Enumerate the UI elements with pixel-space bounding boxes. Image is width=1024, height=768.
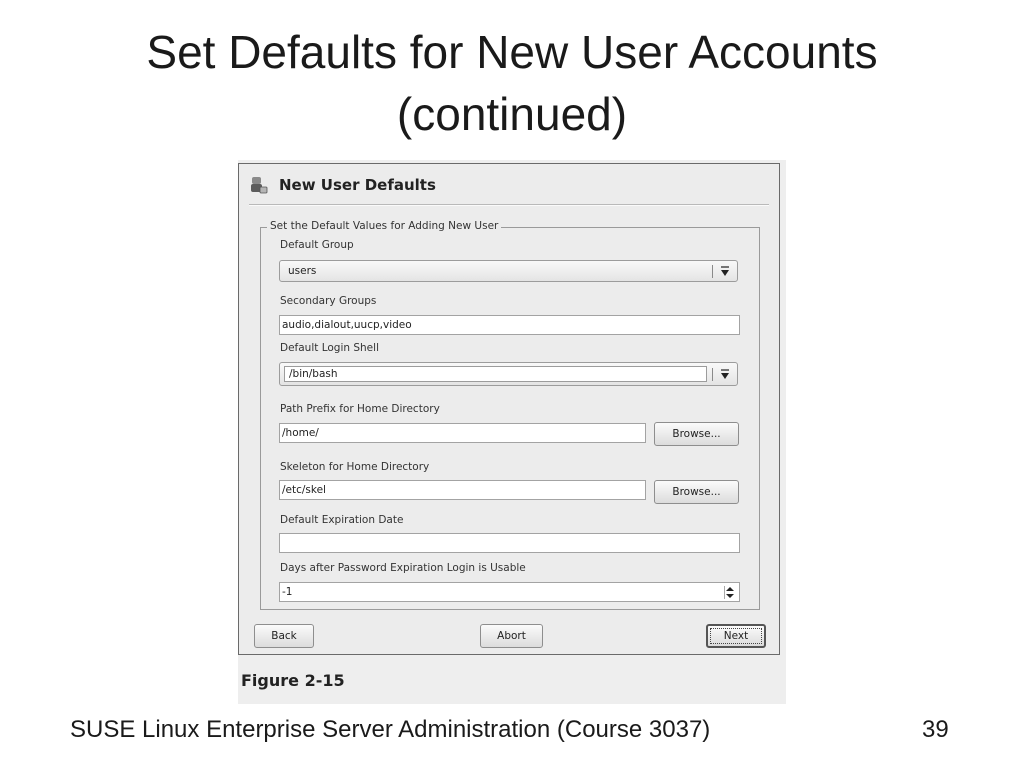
browse-home-button[interactable]: Browse... — [654, 422, 739, 446]
days-after-expiration-spinbox[interactable] — [279, 582, 740, 602]
secondary-groups-field[interactable] — [279, 315, 740, 335]
expiration-date-field[interactable] — [279, 533, 740, 553]
header-divider — [249, 204, 769, 206]
home-prefix-value: /home/ — [282, 427, 319, 439]
dropdown-arrow-icon[interactable] — [719, 368, 731, 381]
spin-arrows-icon[interactable] — [724, 586, 735, 599]
defaults-group — [260, 220, 760, 610]
combo-separator — [712, 368, 713, 381]
slide-footer: SUSE Linux Enterprise Server Administration (Course 3037) — [70, 716, 711, 743]
login-shell-value: /bin/bash — [289, 368, 338, 380]
login-shell-combo[interactable] — [279, 362, 738, 386]
slide-title-line1: Set Defaults for New User Accounts — [146, 26, 878, 78]
users-icon — [249, 175, 269, 195]
default-group-select[interactable] — [279, 260, 738, 282]
new-user-defaults-dialog — [238, 163, 780, 655]
back-button[interactable]: Back — [254, 624, 314, 648]
dialog-title: New User Defaults — [279, 176, 436, 194]
days-after-expiration-value: -1 — [282, 586, 293, 598]
skeleton-field[interactable] — [279, 480, 646, 500]
dropdown-arrow-icon[interactable] — [719, 265, 731, 278]
days-after-expiration-label: Days after Password Expiration Login is Usable — [280, 562, 526, 574]
login-shell-input[interactable] — [284, 366, 707, 382]
slide-title-line2: (continued) — [396, 88, 628, 140]
home-prefix-label: Path Prefix for Home Directory — [280, 403, 440, 415]
next-button[interactable]: Next — [706, 624, 766, 648]
browse-skeleton-button[interactable]: Browse... — [654, 480, 739, 504]
group-label: Set the Default Values for Adding New User — [267, 220, 501, 232]
expiration-date-label: Default Expiration Date — [280, 514, 404, 526]
screenshot-figure — [238, 160, 786, 704]
skeleton-label: Skeleton for Home Directory — [280, 461, 430, 473]
secondary-groups-value: audio,dialout,uucp,video — [282, 319, 412, 331]
abort-button[interactable]: Abort — [480, 624, 543, 648]
figure-caption: Figure 2-15 — [241, 671, 345, 690]
default-group-value: users — [288, 265, 317, 277]
default-group-label: Default Group — [280, 239, 354, 251]
home-prefix-field[interactable] — [279, 423, 646, 443]
login-shell-label: Default Login Shell — [280, 342, 379, 354]
dialog-header — [249, 172, 436, 198]
page-number: 39 — [922, 716, 949, 743]
secondary-groups-label: Secondary Groups — [280, 295, 377, 307]
combo-separator — [712, 265, 713, 278]
skeleton-value: /etc/skel — [282, 484, 326, 496]
